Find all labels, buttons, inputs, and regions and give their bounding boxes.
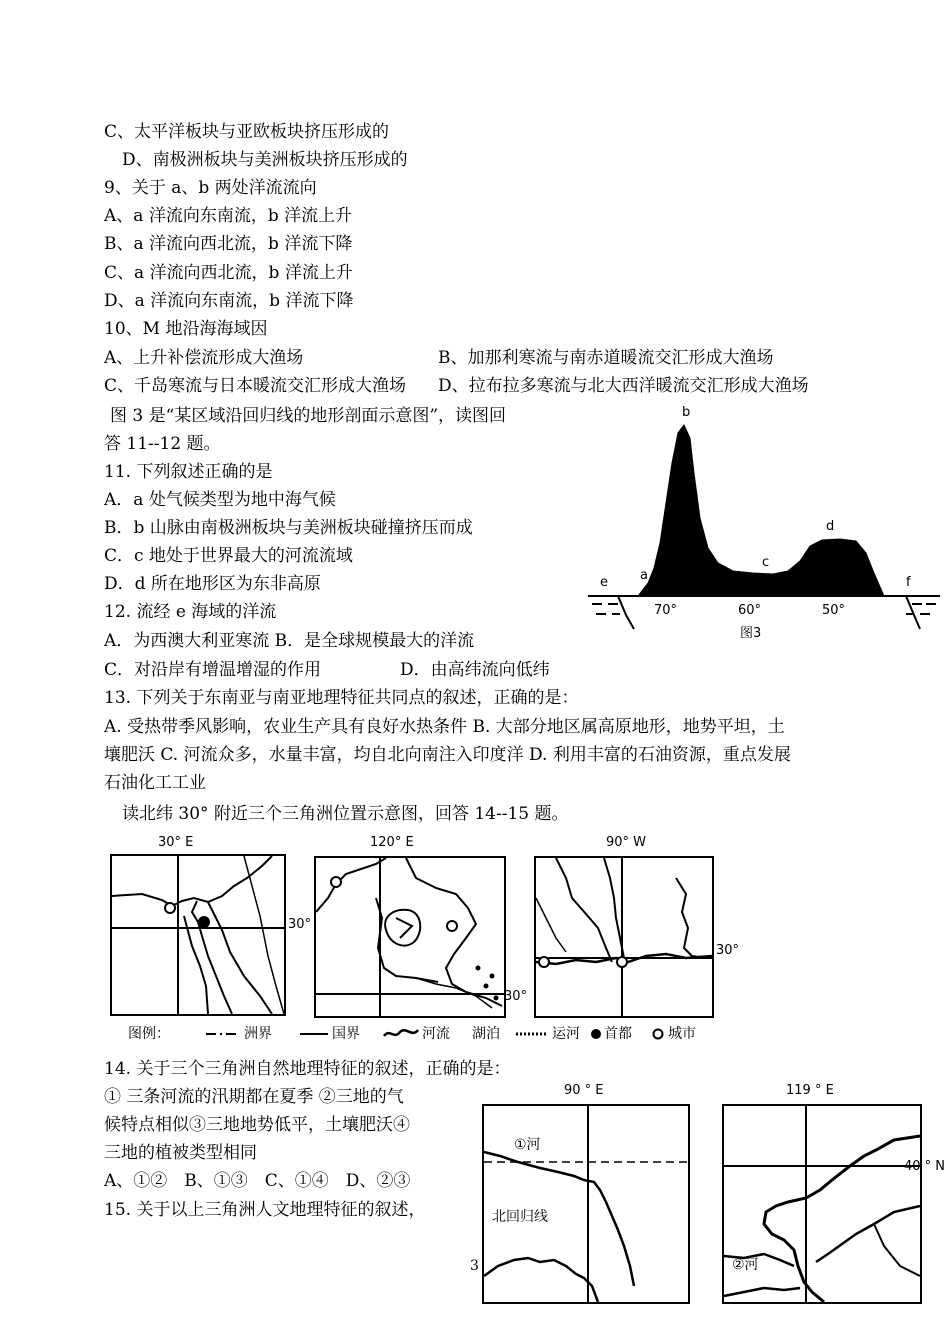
question-12: 12. 流经 e 海域的洋流 [104, 602, 277, 622]
legend-canal: 运河 [552, 1026, 580, 1042]
question-11: 11. 下列叙述正确的是 [104, 462, 273, 482]
river-map2-lat-label: 40 ° N [904, 1159, 946, 1174]
delta-intro: 读北纬 30° 附近三个三角洲位置示意图，回答 14--15 题。 [122, 804, 569, 824]
question-13: 13. 下列关于东南亚与南亚地理特征共同点的叙述，正确的是： [104, 688, 579, 708]
q13-options-1: A. 受热带季风影响，农业生产具有良好水热条件 B. 大部分地区属高原地形，地势平坦，土 [104, 717, 785, 737]
question-14: 14. 关于三个三角洲自然地理特征的叙述，正确的是： [104, 1059, 511, 1079]
delta-map-nile [110, 854, 286, 1016]
q14-statements-2: 候特点相似③三地地势低平，土壤肥沃④ [104, 1115, 410, 1135]
option-c-q11: C．c 地处于世界最大的河流流域 [104, 546, 353, 566]
tick-50: 50° [822, 603, 846, 618]
q13-options-2: 壤肥沃 C. 河流众多，水量丰富，均自北向南注入印度洋 D. 利用丰富的石油资源，重点发展 [104, 745, 791, 765]
option-c-q10: C、千岛寒流与日本暖流交汇形成大渔场 [104, 376, 407, 396]
question-15: 15. 关于以上三角洲人文地理特征的叙述， [104, 1200, 426, 1220]
figure-3-terrain-profile [588, 403, 940, 648]
label-f: f [906, 575, 911, 590]
river-2-label: ②河 [732, 1257, 759, 1273]
option-b-q10: B、加那利寒流与南赤道暖流交汇形成大渔场 [438, 348, 774, 368]
fig3-caption: 图3 [740, 626, 762, 641]
q14-options: A、①② B、①③ C、①④ D、②③ [104, 1171, 411, 1191]
option-d-q9: D、a 洋流向东南流，b 洋流下降 [104, 291, 354, 311]
option-a-q10: A、上升补偿流形成大渔场 [104, 348, 304, 368]
delta-map-mississippi [534, 856, 714, 1018]
label-b: b [682, 405, 691, 420]
legend-title: 图例： [128, 1026, 170, 1042]
legend-continent-border: 洲界 [244, 1026, 272, 1042]
option-c-q12: C．对沿岸有增温增湿的作用 [104, 660, 322, 680]
question-9: 9、关于 a、b 两处洋流流向 [104, 178, 317, 198]
label-e: e [600, 575, 608, 590]
river-map-ganges [482, 1104, 690, 1304]
legend-capital: 首都 [604, 1026, 632, 1042]
q13-options-3: 石油化工工业 [104, 773, 206, 793]
fig3-intro-1: 图 3 是“某区域沿回归线的地形剖面示意图”，读图回 [110, 406, 507, 426]
question-10: 10、M 地沿海海域因 [104, 319, 268, 339]
label-d: d [826, 519, 835, 534]
legend-city: 城市 [668, 1026, 696, 1042]
river-map-yellow [722, 1104, 922, 1304]
yangtze-map-drawing [316, 858, 504, 1016]
nile-map-drawing [112, 856, 284, 1014]
map1-lat-label: 30° [288, 917, 312, 932]
option-b-q11: B．b 山脉由南极洲板块与美洲板块碰撞挤压而成 [104, 518, 473, 538]
option-d-q11: D．d 所在地形区为东非高原 [104, 574, 321, 594]
mississippi-map-drawing [536, 858, 712, 1016]
river-1-label: ①河 [514, 1137, 541, 1153]
option-a-q9: A、a 洋流向东南流，b 洋流上升 [104, 206, 353, 226]
legend-river: 河流 [422, 1026, 450, 1042]
option-d-q8: D、南极洲板块与美洲板块挤压形成的 [122, 150, 408, 170]
option-b-q9: B、a 洋流向西北流，b 洋流下降 [104, 234, 353, 254]
map2-lat-label: 30° [504, 989, 528, 1004]
option-d-q10: D、拉布拉多寒流与北大西洋暖流交汇形成大渔场 [438, 376, 809, 396]
delta-map-legend [128, 1024, 718, 1048]
terrain-profile-drawing [588, 403, 940, 648]
fig3-intro-2: 答 11--12 题。 [104, 434, 221, 454]
option-d-q12: D．由高纬流向低纬 [400, 660, 550, 680]
river-map2-lon-label: 119 ° E [786, 1083, 834, 1098]
river-map1-lon-label: 90 ° E [564, 1083, 604, 1098]
option-c-q9: C、a 洋流向西北流，b 洋流上升 [104, 263, 353, 283]
tick-60: 60° [738, 603, 762, 618]
map3-lat-label: 30° [716, 943, 740, 958]
option-a-q11: A．a 处气候类型为地中海气候 [104, 490, 336, 510]
label-a: a [640, 568, 648, 583]
delta-map-yangtze [314, 856, 506, 1018]
map1-lon-label: 30° E [158, 835, 194, 850]
page-number: 3 [470, 1258, 479, 1274]
label-c: c [762, 555, 770, 570]
q14-statements-1: ① 三条河流的汛期都在夏季 ②三地的气 [104, 1087, 404, 1107]
tropic-of-cancer-label: 北回归线 [492, 1209, 548, 1225]
options-ab-q12: A．为西澳大利亚寒流 B．是全球规模最大的洋流 [104, 631, 475, 651]
option-c-q8: C、太平洋板块与亚欧板块挤压形成的 [104, 122, 390, 142]
tick-70: 70° [654, 603, 678, 618]
map3-lon-label: 90° W [606, 835, 647, 850]
legend-national-border: 国界 [332, 1026, 360, 1042]
ganges-map-drawing [484, 1106, 688, 1302]
legend-lake: 湖泊 [472, 1026, 500, 1042]
map2-lon-label: 120° E [370, 835, 414, 850]
q14-statements-3: 三地的植被类型相同 [104, 1143, 257, 1163]
